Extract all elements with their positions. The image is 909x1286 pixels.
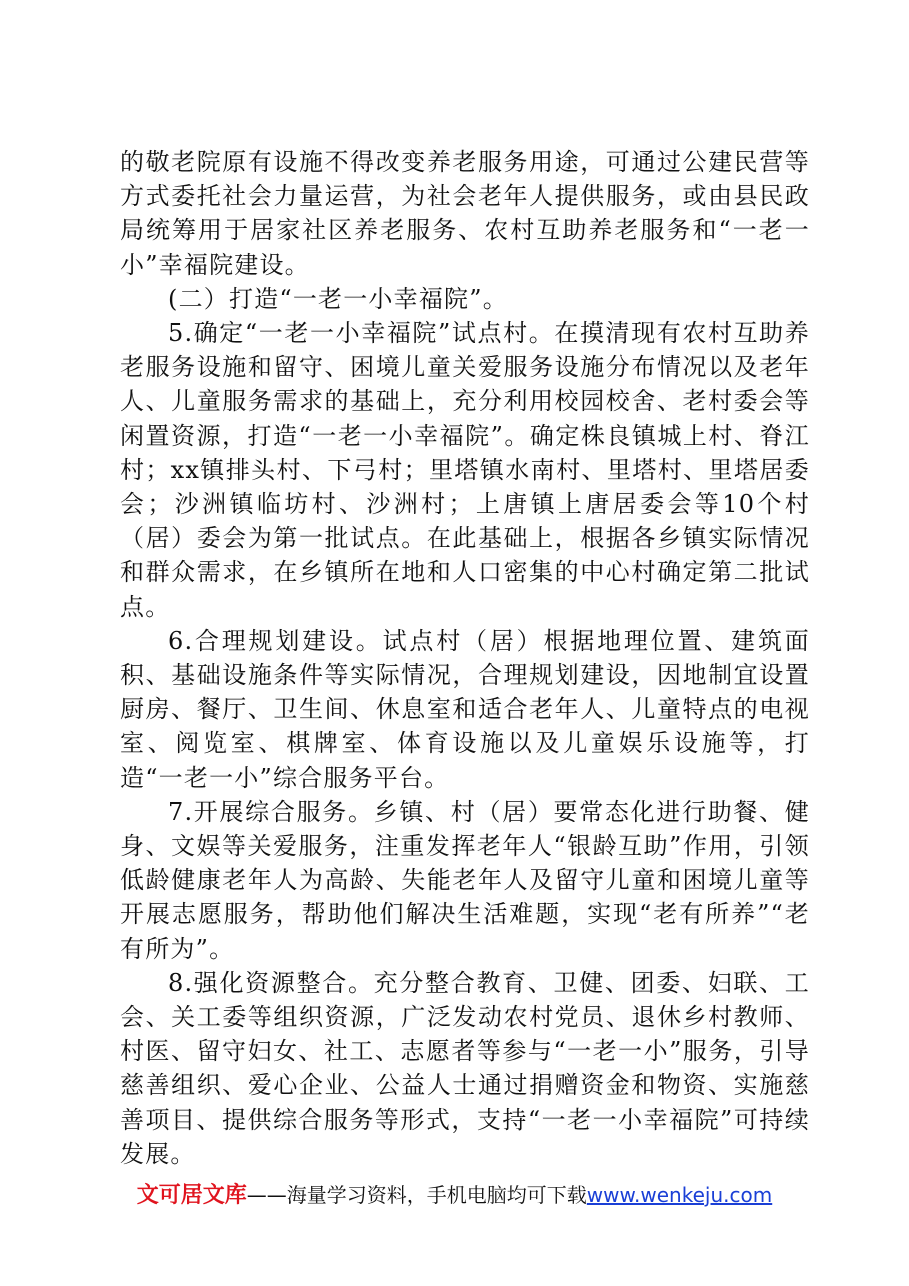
paragraph-item-5: 5.确定“一老一小幸福院”试点村。在摸清现有农村互助养老服务设施和留守、困境儿童关爱服务设施分布情况以及老年人、儿童服务需求的基础上，充分利用校园校舍、老村委会等闲置资源，打造“一老一小幸福院”。确定株良镇城上村、脊江村；xx镇排头村、下弓村；里塔镇水南村、里塔村、里塔居委会；沙洲镇临坊村、沙洲村；上唐镇上唐居委会等10个村（居）委会为第一批试点。在此基础上，根据各乡镇实际情况和群众需求，在乡镇所在地和人口密集的中心村确定第二批试点。 — [120, 319, 810, 621]
document-body — [120, 145, 810, 1171]
section-heading: (二）打造“一老一小幸福院”。 — [168, 284, 508, 313]
paragraph-item-8: 8.强化资源整合。充分整合教育、卫健、团委、妇联、工会、关工委等组织资源，广泛发动农村党员、退休乡村教师、村医、留守妇女、社工、志愿者等参与“一老一小”服务，引导慈善组织、爱心企业、公益人士通过捐赠资金和物资、实施慈善项目、提供综合服务等形式，支持“一老一小幸福院”可持续发展。 — [120, 968, 810, 1168]
footer-website-link[interactable]: www.wenkeju.com — [586, 1183, 773, 1207]
paragraph-item-7: 7.开展综合服务。乡镇、村（居）要常态化进行助餐、健身、文娱等关爱服务，注重发挥老年人“银龄互助”作用，引领低龄健康老年人为高龄、失能老年人及留守儿童和困境儿童等开展志愿服务，帮助他们解决生活难题，实现“老有所养”“老有所为”。 — [120, 797, 810, 963]
paragraph-continuation: 的敬老院原有设施不得改变养老服务用途，可通过公建民营等方式委托社会力量运营，为社会老年人提供服务，或由县民政局统筹用于居家社区养老服务、农村互助养老服务和“一老一小”幸福院建设。 — [120, 148, 810, 279]
footer-brand: 文可居文库 — [136, 1183, 247, 1208]
paragraph-item-6: 6.合理规划建设。试点村（居）根据地理位置、建筑面积、基础设施条件等实际情况，合理规划建设，因地制宜设置厨房、餐厅、卫生间、休息室和适合老年人、儿童特点的电视室、阅览室、棋牌室、体育设施以及儿童娱乐设施等，打造“一老一小”综合服务平台。 — [120, 626, 810, 792]
footer-banner — [0, 1180, 909, 1211]
footer-slogan: ——海量学习资料，手机电脑均可下载 — [246, 1183, 587, 1207]
